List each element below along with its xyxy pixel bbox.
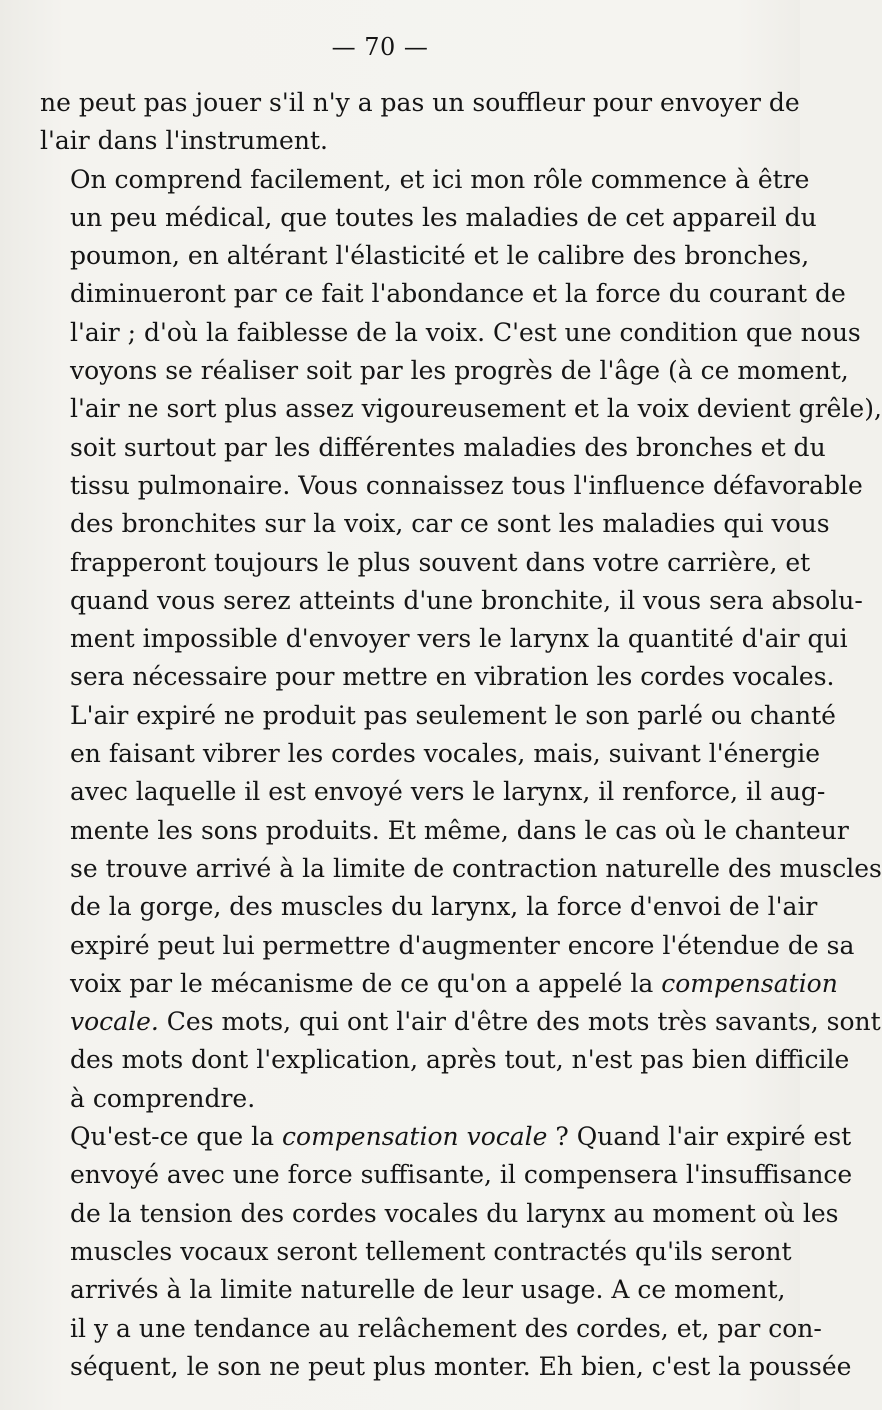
text-line: quand vous serez atteints d'une bronchite, il vous sera absolu- [70,585,863,615]
text-line: frapperont toujours le plus souvent dans votre carrière, et [70,547,811,577]
paragraph-vocal-compensation [40,1118,853,1386]
page-number: — 70 — [331,33,429,61]
text-line: L'air expiré ne produit pas seulement le son parlé ou chanté [70,700,836,730]
text-line: Qu'est-ce que la compensation vocale ? Quand l'air expiré est [70,1122,852,1152]
text-line: poumon, en altérant l'élasticité et le calibre des bronches, [70,241,810,271]
text-line: des mots dont l'explication, après tout, n'est pas bien difficile [70,1045,850,1075]
text-line: soit surtout par les différentes maladies des bronches et du [70,432,826,462]
text-line: ne peut pas jouer s'il n'y a pas un souffleur pour envoyer de [40,88,800,117]
paragraph-expired-air [40,697,882,1118]
text-line: muscles vocaux seront tellement contractés qu'ils seront [70,1236,792,1266]
text-line: On comprend facilement, et ici mon rôle commence à être [70,164,810,194]
text-line: à comprendre. [70,1083,256,1113]
paragraph-continuation [40,84,800,161]
text-line: envoyé avec une force suffisante, il compensera l'insuffisance [70,1160,853,1190]
text-line: expiré peut lui permettre d'augmenter encore l'étendue de sa [70,930,855,960]
paragraph-voice-weakness [40,161,882,697]
text-line: se trouve arrivé à la limite de contraction naturelle des muscles [70,853,882,883]
text-line: de la tension des cordes vocales du larynx au moment où les [70,1198,839,1228]
text-line: vocale. Ces mots, qui ont l'air d'être des mots très savants, sont [70,1007,881,1037]
text-line: séquent, le son ne peut plus monter. Eh bien, c'est la poussée [70,1351,852,1381]
text-line: arrivés à la limite naturelle de leur usage. A ce moment, [70,1275,786,1305]
text-line: des bronchites sur la voix, car ce sont les maladies qui vous [70,509,830,539]
text-line: avec laquelle il est envoyé vers le larynx, il renforce, il aug- [70,777,826,807]
text-line: voix par le mécanisme de ce qu'on a appelé la compensation [70,968,838,998]
text-line: un peu médical, que toutes les maladies de cet appareil du [70,202,817,232]
text-line: tissu pulmonaire. Vous connaissez tous l'influence défavorable [70,470,863,500]
text-line: l'air dans l'instrument. [40,126,328,156]
text-line: en faisant vibrer les cordes vocales, mais, suivant l'énergie [70,739,821,769]
text-line: sera nécessaire pour mettre en vibration les cordes vocales. [70,662,835,692]
text-line: mente les sons produits. Et même, dans le cas où le chanteur [70,815,849,845]
body-text [40,84,882,1386]
text-line: l'air ne sort plus assez vigoureusement et la voix devient grêle), [70,394,882,424]
text-line: l'air ; d'où la faiblesse de la voix. C'est une condition que nous [70,317,861,347]
text-line: ment impossible d'envoyer vers le larynx la quantité d'air qui [70,624,848,654]
text-line: voyons se réaliser soit par les progrès de l'âge (à ce moment, [70,356,849,386]
text-line: de la gorge, des muscles du larynx, la force d'envoi de l'air [70,892,818,922]
text-line: il y a une tendance au relâchement des cordes, et, par con- [70,1313,822,1343]
text-line: diminueront par ce fait l'abondance et la force du courant de [70,279,846,309]
